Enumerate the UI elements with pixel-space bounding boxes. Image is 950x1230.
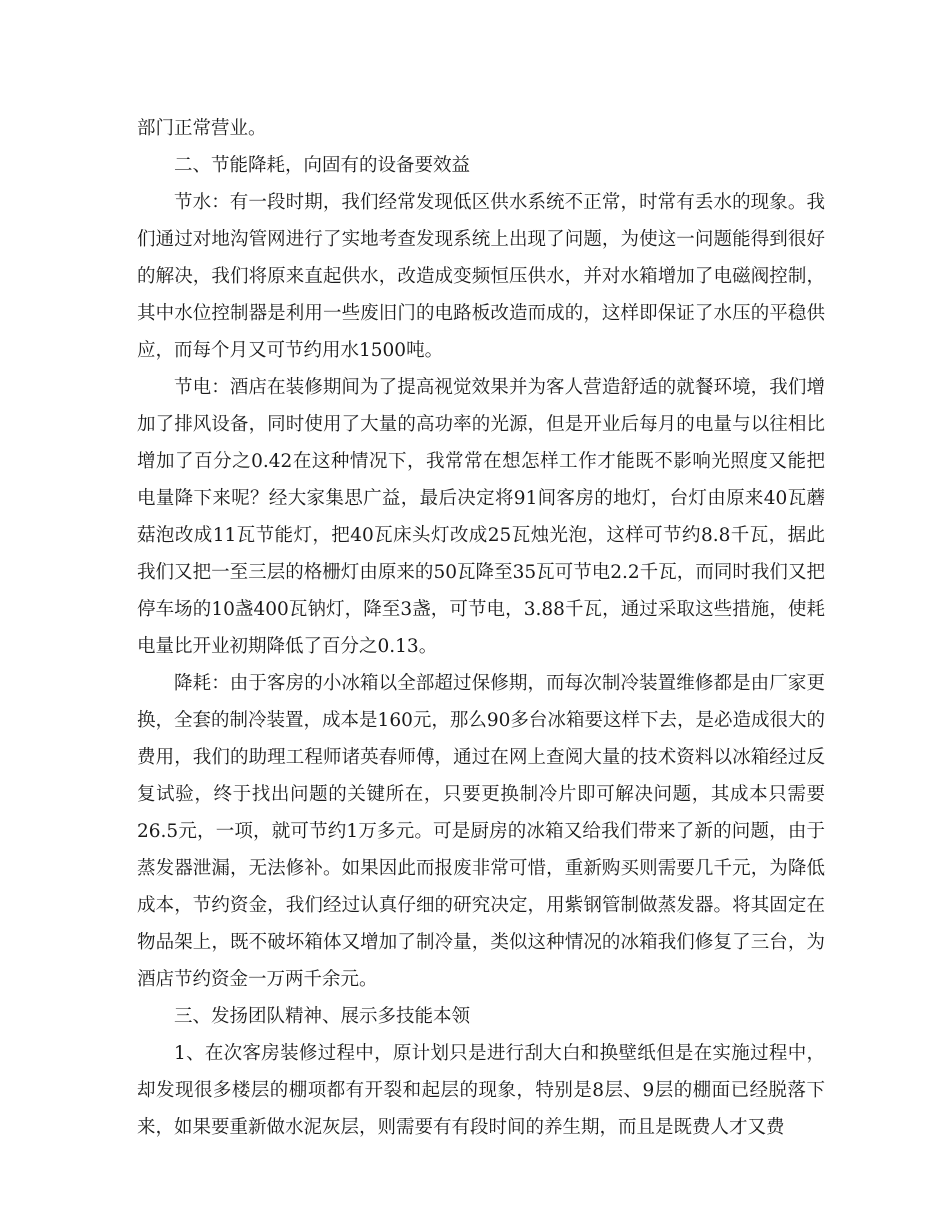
paragraph-renovation: 1、在次客房装修过程中，原计划只是进行刮大白和换壁纸但是在实施过程中，却发现很多楼层的棚项都有开裂和起层的现象，特别是8层、9层的棚面已经脱落下来，如果要重新做水泥灰层，则需要有有段时间的养生期，而且是既费人才又费 [137, 1043, 825, 1138]
paragraph-electricity-saving: 节电：酒店在装修期间为了提高视觉效果并为客人营造舒适的就餐环境，我们增加了排风设备，同时使用了大量的高功率的光源，但是开业后每月的电量与以往相比增加了百分之0.42在这种情况下，我常常在想怎样工作才能既不影响光照度又能把电量降下来呢？经大家集思广益，最后决定将91间客房的地灯，台灯由原来40瓦蘑菇泡改成11瓦节能灯，把40瓦床头灯改成25瓦烛光泡，这样可节约8.8千瓦，据此我们又把一至三层的格栅灯由原来的50瓦降至35瓦可节电2.2千瓦，而同时我们又把停车场的10盏400瓦钠灯，降至3盏，可节电，3.88千瓦，通过采取这些措施，使耗电量比开业初期降低了百分之0.13。 [137, 377, 825, 657]
paragraph-consumption-reduction: 降耗：由于客房的小冰箱以全部超过保修期，而每次制冷装置维修都是由厂家更换，全套的制冷装置，成本是160元，那么90多台冰箱要这样下去，是必造成很大的费用，我们的助理工程师诸英春师傅，通过在网上查阅大量的技术资料以冰箱经过反复试验，终于找出问题的关键所在，只要更换制冷片即可解决问题，其成本只需要26.5元，一项，就可节约1万多元。可是厨房的冰箱又给我们带来了新的问题，由于蒸发器泄漏，无法修补。如果因此而报废非常可惜，重新购买则需要几千元，为降低成本，节约资金，我们经过认真仔细的研究决定，用紫钢管制做蒸发器。将其固定在物品架上，既不破坏箱体又增加了制冷量，类似这种情况的冰箱我们修复了三台，为酒店节约资金一万两千余元。 [137, 673, 825, 990]
section-heading-team-spirit: 三、发扬团队精神、展示多技能本领 [174, 1006, 471, 1027]
paragraph-water-saving: 节水：有一段时期，我们经常发现低区供水系统不正常，时常有丢水的现象。我们通过对地沟管网进行了实地考查发现系统上出现了问题，为使这一问题能得到很好的解决，我们将原来直起供水，改造成变频恒压供水，并对水箱增加了电磁阀控制，其中水位控制器是利用一些废旧门的电路板改造而成的，这样即保证了水压的平稳供应，而每个月又可节约用水1500吨。 [137, 192, 825, 361]
paragraph-continuation: 部门正常营业。 [137, 118, 267, 139]
document-body [137, 110, 825, 1146]
section-heading-energy-saving: 二、节能降耗，向固有的设备要效益 [174, 155, 471, 176]
